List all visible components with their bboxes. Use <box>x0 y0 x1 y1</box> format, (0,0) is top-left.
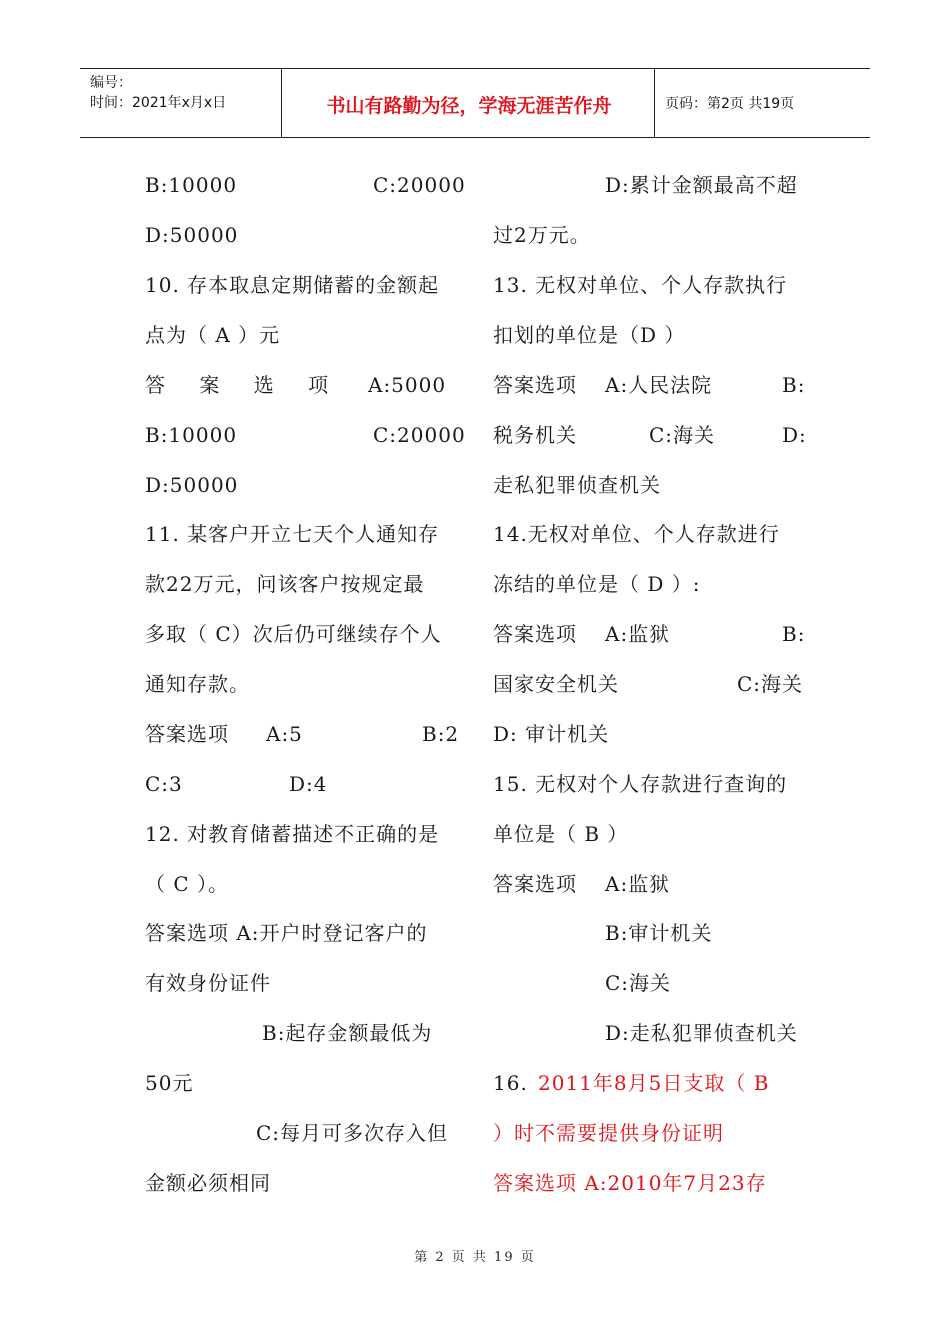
document-header <box>80 68 870 138</box>
q9-option-b: B:10000 <box>145 173 238 197</box>
q10-option-d: D:50000 <box>145 473 239 497</box>
date-label: 时间：2021年x月x日 <box>90 95 227 111</box>
q12-option-b-line1: B:起存金额最低为 <box>262 1021 433 1045</box>
q12-option-a-line1: 答案选项 A:开户时登记客户的 <box>145 921 428 945</box>
q15-option-d: D:走私犯罪侦查机关 <box>605 1021 798 1045</box>
q14-option-b-prefix: B: <box>782 622 806 646</box>
q12-option-c-line1: C:每月可多次存入但 <box>256 1121 449 1145</box>
q9-option-d: D:50000 <box>145 223 239 247</box>
q11-option-a: A:5 <box>266 722 303 746</box>
q14-option-a: A:监狱 <box>605 622 671 646</box>
q10-option-b: B:10000 <box>145 423 238 447</box>
q9-option-c: C:20000 <box>373 173 466 197</box>
q14-text-line1: 14.无权对单位、个人存款进行 <box>493 522 780 546</box>
q14-answer-label: 答案选项 <box>493 622 577 646</box>
q15-answer-label: 答案选项 <box>493 872 577 896</box>
q12-option-d-line1: D:累计金额最高不超 <box>605 173 798 197</box>
q13-option-d: 走私犯罪侦查机关 <box>493 473 661 497</box>
q16-text-line1: 2011年8月5日支取（ B <box>538 1071 770 1095</box>
q11-answer-label: 答案选项 <box>145 722 229 746</box>
q10-answer-label: 答 案 选 项 <box>145 373 343 397</box>
q10-text-line1: 10. 存本取息定期储蓄的金额起 <box>145 273 440 297</box>
q13-text-line1: 13. 无权对单位、个人存款执行 <box>493 273 788 297</box>
page-footer: 第 2 页 共 19 页 <box>414 1250 536 1265</box>
header-divider-right <box>654 69 655 137</box>
q12-text-line1: 12. 对教育储蓄描述不正确的是 <box>145 822 440 846</box>
q16-option-a: 答案选项 A:2010年7月23存 <box>493 1171 767 1195</box>
q12-option-c-line2: 金额必须相同 <box>145 1171 271 1195</box>
q14-text-line2: 冻结的单位是（ D ）: <box>493 572 701 596</box>
q10-option-c: C:20000 <box>373 423 466 447</box>
q15-text-line1: 15. 无权对个人存款进行查询的 <box>493 772 788 796</box>
q11-text-line2: 款22万元，问该客户按规定最 <box>145 572 425 596</box>
q16-text-line2: ）时不需要提供身份证明 <box>493 1121 724 1145</box>
q11-text-line3: 多取（ C）次后仍可继续存个人 <box>145 622 442 646</box>
q11-text-line1: 11. 某客户开立七天个人通知存 <box>145 522 440 546</box>
q14-option-b: 国家安全机关 <box>493 672 619 696</box>
q12-text-line2: （ C ）。 <box>145 872 230 896</box>
header-divider-left <box>281 69 282 137</box>
page-info: 页码：第2页 共19页 <box>665 96 795 112</box>
motto-title: 书山有路勤为径，学海无涯苦作舟 <box>326 95 612 117</box>
q13-answer-label: 答案选项 <box>493 373 577 397</box>
q15-option-b: B:审计机关 <box>605 921 713 945</box>
q12-option-b-line2: 50元 <box>145 1071 194 1095</box>
q15-option-a: A:监狱 <box>605 872 671 896</box>
q16-number: 16. <box>493 1071 528 1095</box>
q15-option-c: C:海关 <box>605 971 672 995</box>
q13-option-b: 税务机关 <box>493 423 577 447</box>
q10-text-line2: 点为（ A ）元 <box>145 323 281 347</box>
q14-option-c: C:海关 <box>737 672 804 696</box>
q13-option-d-prefix: D: <box>782 423 807 447</box>
q11-option-b: B:2 <box>422 722 460 746</box>
q15-text-line2: 单位是（ B ） <box>493 822 629 846</box>
q12-option-a-line2: 有效身份证件 <box>145 971 271 995</box>
q13-option-b-prefix: B: <box>782 373 806 397</box>
q11-option-c: C:3 <box>145 772 183 796</box>
q11-option-d: D:4 <box>289 772 328 796</box>
q14-option-d: D: 审计机关 <box>493 722 610 746</box>
q11-text-line4: 通知存款。 <box>145 672 250 696</box>
q12-option-d-line2: 过2万元。 <box>493 223 591 247</box>
number-label: 编号： <box>90 75 132 91</box>
q13-text-line2: 扣划的单位是（D ） <box>493 323 686 347</box>
q13-option-c: C:海关 <box>649 423 716 447</box>
q10-option-a: A:5000 <box>368 373 447 397</box>
q13-option-a: A:人民法院 <box>605 373 713 397</box>
